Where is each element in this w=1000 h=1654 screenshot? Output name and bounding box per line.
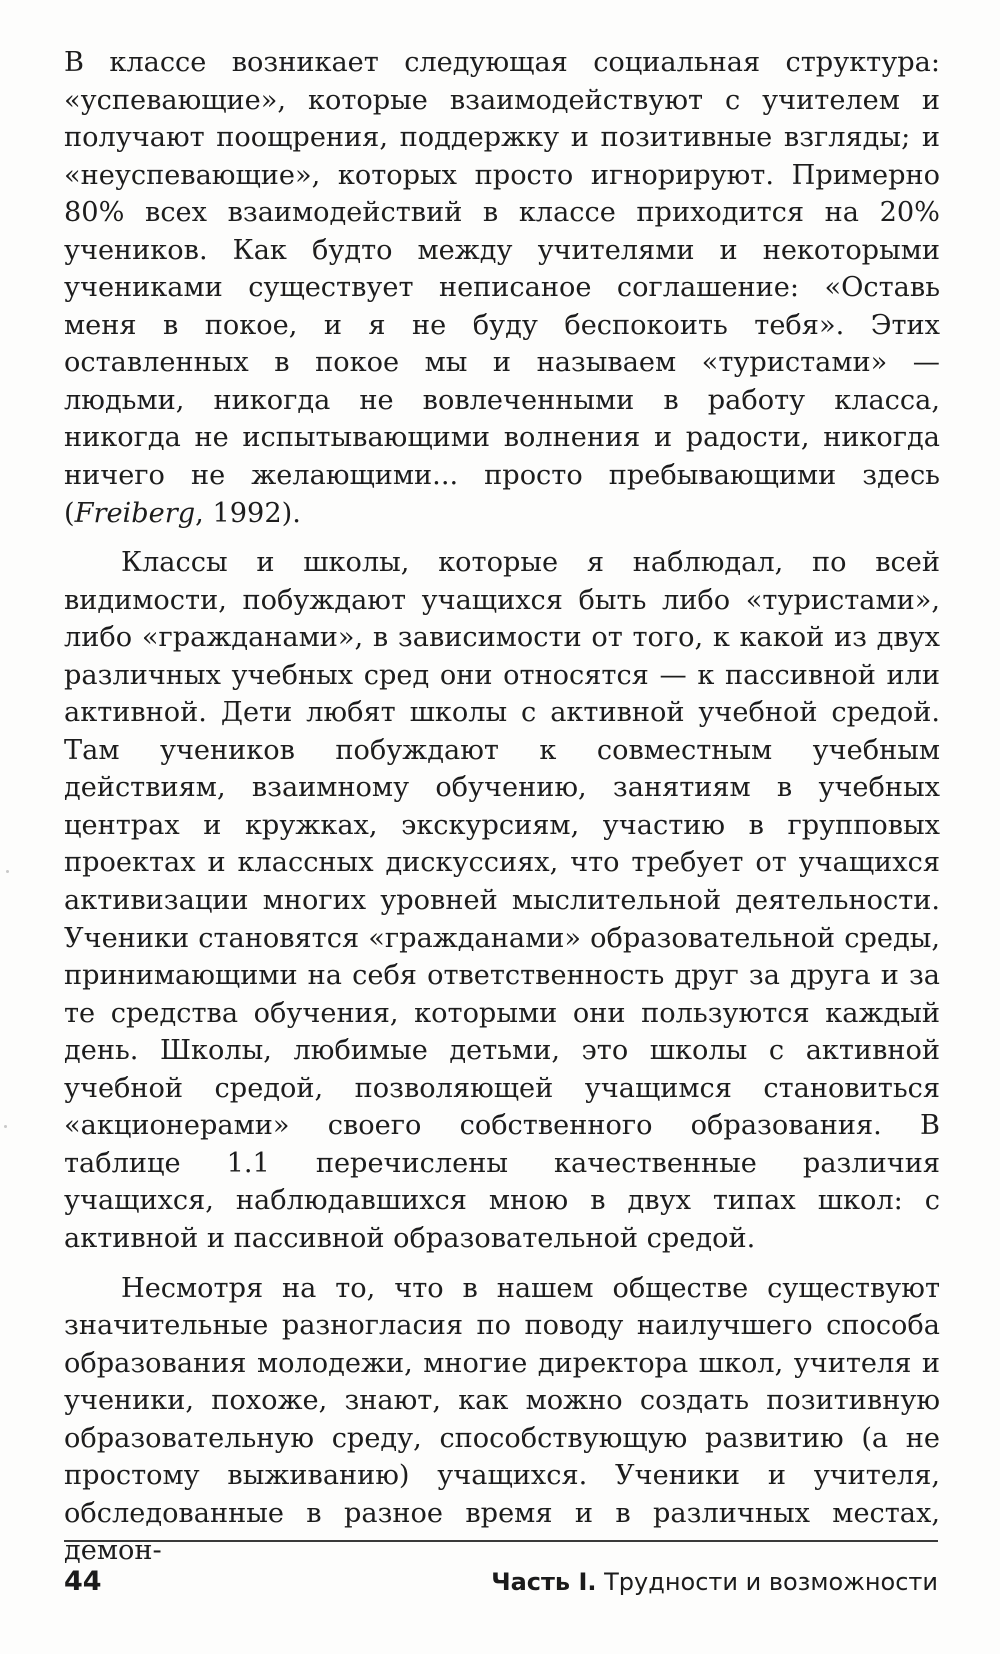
paragraph-2-text: Классы и школы, которые я наблюдал, по всей видимости, побуждают учащихся быть либо «туристами», либо «гражданами», в зависимости от того, к какой из двух различных учебных сред они относятся — к пассивной или активной. Дети любят школы с активной учебной средой. Там учеников побуждают к совместным учебным действиям, взаимному обучению, занятиям в учебных центрах и кружках, экскурсиям, участию в групповых проектах и классных дискуссиях, что требует от учащихся активизации многих уровней мыслительной деятельности. Ученики становятся «гражданами» образовательной среды, принимающими на себя ответственность друг за друга и за те средства обучения, которыми они пользуются каждый день. Школы, любимые детьми, это школы с активной учебной средой, позволяющей учащимся становиться «акционерами» своего собственного образования. В таблице 1.1 перечислены качественные различия учащихся, наблюдавшихся мною в двух типах школ: с активной и пассивной образовательной средой. [64,547,940,1254]
running-head [491,1568,938,1596]
page-number: 44 [64,1566,102,1597]
paragraph-1-text: В классе возникает следующая социальная структура: «успевающие», которые взаимодействуют с учителем и получают поощрения, поддержку и позитивные взгляды; и «неуспевающие», которых просто игнорируют. Примерно 80% всех взаимодействий в классе приходится на 20% учеников. Как будто между учителями и некоторыми учениками существует неписаное соглашение: «Оставь меня в покое, и я не буду беспокоить тебя». Этих оставленных в покое мы и называем «туристами» — людьми, никогда не вовлеченными в работу класса, никогда не испытывающими волнения и радости, никогда ничего не желающими... просто пребывающими здесь ( [64,47,940,529]
scan-speck [4,1125,7,1128]
scan-speck [6,870,9,873]
citation-author: Freiberg [74,497,196,529]
running-head-part: Часть I. [491,1568,597,1596]
body-text [64,44,940,1570]
citation-year: , 1992). [195,497,301,529]
paragraph-2 [64,544,940,1257]
footer-rule [64,1540,938,1542]
running-head-title: Трудности и возможности [596,1568,938,1596]
paragraph-3-text: Несмотря на то, что в нашем обществе существуют значительные разногласия по поводу наилучшего способа образования молодежи, многие директора школ, учителя и ученики, похоже, знают, как можно создать позитивную образовательную среду, способствующую развитию (а не простому выживанию) учащихся. Ученики и учителя, обследованные в разное время и в различных местах, демон- [64,1272,940,1567]
paragraph-3 [64,1270,940,1570]
paragraph-1 [64,44,940,532]
